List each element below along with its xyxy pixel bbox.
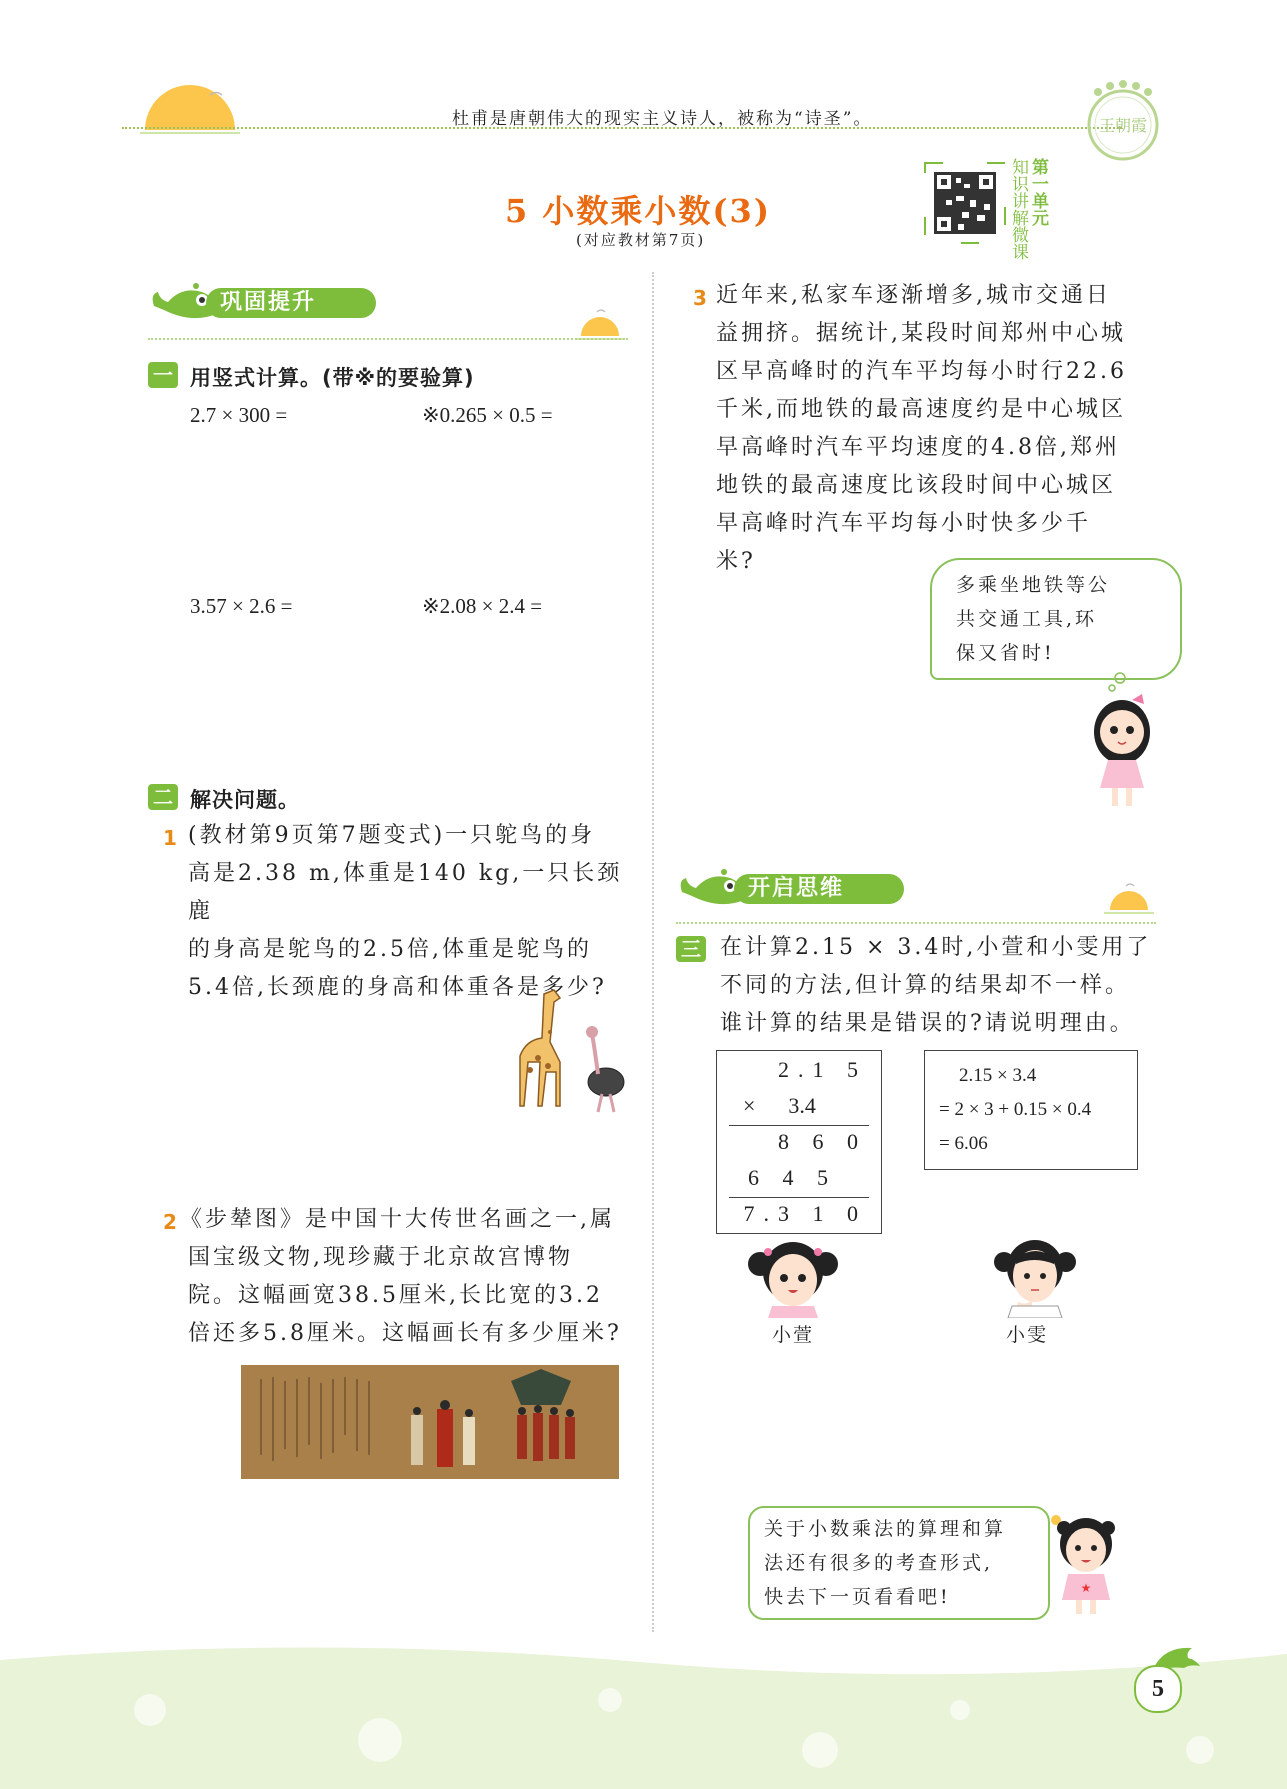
calc-line: 8 6 0 [778, 1129, 867, 1154]
painting-image [241, 1365, 619, 1479]
text-line: 《步辇图》是中国十大传世名画之一,属 [180, 1207, 615, 1232]
calc-expression: ※0.265 × 0.5 = [422, 403, 553, 427]
question-2-text [180, 1201, 640, 1353]
calc-line: = 2 × 3 + 0.15 × 0.4 [939, 1099, 1092, 1120]
page-number: 5 [1134, 1665, 1182, 1713]
girl-xiaowen-avatar [990, 1236, 1080, 1318]
text-line: 倍还多5.8厘米。这幅画长有多少厘米? [188, 1321, 622, 1346]
text-line: 在计算2.15 × 3.4时,小萱和小雯用了 [720, 935, 1152, 960]
footer-wave-background [0, 1640, 1287, 1789]
side-tag-right: 第一单元 [1032, 158, 1049, 229]
banner-title: 巩固提升 [220, 290, 317, 315]
question-number: 3 [693, 286, 707, 310]
lesson-title: 5 小数乘小数(3) [505, 192, 771, 230]
text-line: 益拥挤。据统计,某段时间郑州中心城 [716, 321, 1126, 346]
small-sun-icon [1104, 880, 1154, 916]
text-line: 不同的方法,但计算的结果却不一样。 [720, 973, 1130, 998]
text-line: 院。这幅画宽38.5厘米,长比宽的3.2 [188, 1283, 603, 1308]
text-line: 国宝级文物,现珍藏于北京故宫博物 [188, 1245, 573, 1270]
question-1-text [188, 817, 638, 1007]
svg-text:王朝霞: 王朝霞 [1098, 116, 1148, 135]
part-one-marker: 一 [148, 362, 178, 388]
text-line: 谁计算的结果是错误的?请说明理由。 [720, 1011, 1135, 1036]
text-line: 米? [716, 549, 756, 574]
banner-underline [148, 338, 628, 340]
calc-line: 2.1 5 [778, 1057, 867, 1082]
calc-line: × 3.4 [743, 1093, 816, 1118]
part-one-heading: 用竖式计算。(带※的要验算) [190, 366, 475, 390]
horizontal-calculation-box [924, 1050, 1138, 1170]
qr-code[interactable] [922, 160, 1008, 246]
calc-rule [729, 1197, 869, 1198]
question-number: 2 [163, 1210, 177, 1234]
text-line: 千米,而地铁的最高速度约是中心城区 [716, 397, 1126, 422]
section-banner-consolidate [148, 282, 378, 322]
girl-waving-icon [1046, 1506, 1126, 1616]
speech-bubble [930, 558, 1182, 680]
text-line: 5.4倍,长颈鹿的身高和体重各是多少? [188, 975, 607, 1000]
girl-xiaoxuan-avatar [748, 1238, 838, 1318]
closing-speech-bubble [748, 1506, 1050, 1620]
student-name-xiaoxuan: 小萱 [772, 1324, 815, 1346]
text-line: 近年来,私家车逐渐增多,城市交通日 [716, 283, 1111, 308]
text-line: 的身高是鸵鸟的2.5倍,体重是鸵鸟的 [188, 937, 592, 962]
side-tag [1012, 158, 1058, 263]
lesson-subtitle: (对应教材第7页) [576, 231, 706, 249]
question-number: 1 [163, 826, 177, 850]
header-quote: 杜甫是唐朝伟大的现实主义诗人，被称为“诗圣”。 [452, 109, 873, 129]
small-sun-icon [575, 306, 625, 342]
calc-line: = 6.06 [939, 1133, 988, 1154]
bubble-line: 法还有很多的考查形式, [764, 1552, 994, 1574]
text-line: 地铁的最高速度比该段时间中心城区 [716, 473, 1117, 498]
part-three-marker: 三 [676, 936, 706, 962]
question-4-text [720, 929, 1180, 1043]
bubble-line: 保又省时! [956, 642, 1055, 664]
text-line: 早高峰时汽车平均每小时快多少千 [716, 511, 1092, 536]
banner-title: 开启思维 [748, 876, 845, 901]
bubble-line: 快去下一页看看吧! [764, 1586, 951, 1608]
text-line: (教材第9页第7题变式)一只鸵鸟的身 [188, 823, 596, 848]
section-banner-thinking [676, 868, 906, 908]
seal-logo [1078, 80, 1168, 162]
calc-line: 6 4 5 [748, 1165, 837, 1190]
calc-line: 2.15 × 3.4 [959, 1065, 1037, 1086]
giraffe-ostrich-illustration [508, 986, 632, 1116]
calc-expression: ※2.08 × 2.4 = [422, 594, 543, 618]
vertical-calculation-box [716, 1050, 882, 1234]
text-line: 区早高峰时的汽车平均每小时行22.6 [716, 359, 1127, 384]
calc-expression: 2.7 × 300 = [190, 403, 288, 427]
bubble-line: 多乘坐地铁等公 [956, 574, 1111, 596]
svg-text:★: ★ [1080, 1581, 1092, 1595]
calc-rule [729, 1125, 869, 1126]
side-tag-left: 知识讲解微课 [1012, 158, 1029, 263]
text-line: 高是2.38 m,体重是140 kg,一只长颈鹿 [188, 861, 623, 924]
part-two-heading: 解决问题。 [190, 788, 300, 812]
sun-decoration-icon [140, 75, 240, 135]
girl-character-icon [1082, 672, 1162, 812]
text-line: 早高峰时汽车平均速度的4.8倍,郑州 [716, 435, 1120, 460]
part-two-marker: 二 [148, 784, 178, 810]
calc-line: 7.3 1 0 [743, 1201, 867, 1226]
banner-underline [676, 922, 1156, 924]
bubble-line: 关于小数乘法的算理和算 [764, 1518, 1007, 1540]
question-3-text [716, 277, 1186, 581]
column-divider [652, 272, 654, 1632]
calc-expression: 3.57 × 2.6 = [190, 594, 293, 618]
bubble-line: 共交通工具,环 [956, 608, 1098, 630]
student-name-xiaowen: 小雯 [1006, 1324, 1049, 1346]
